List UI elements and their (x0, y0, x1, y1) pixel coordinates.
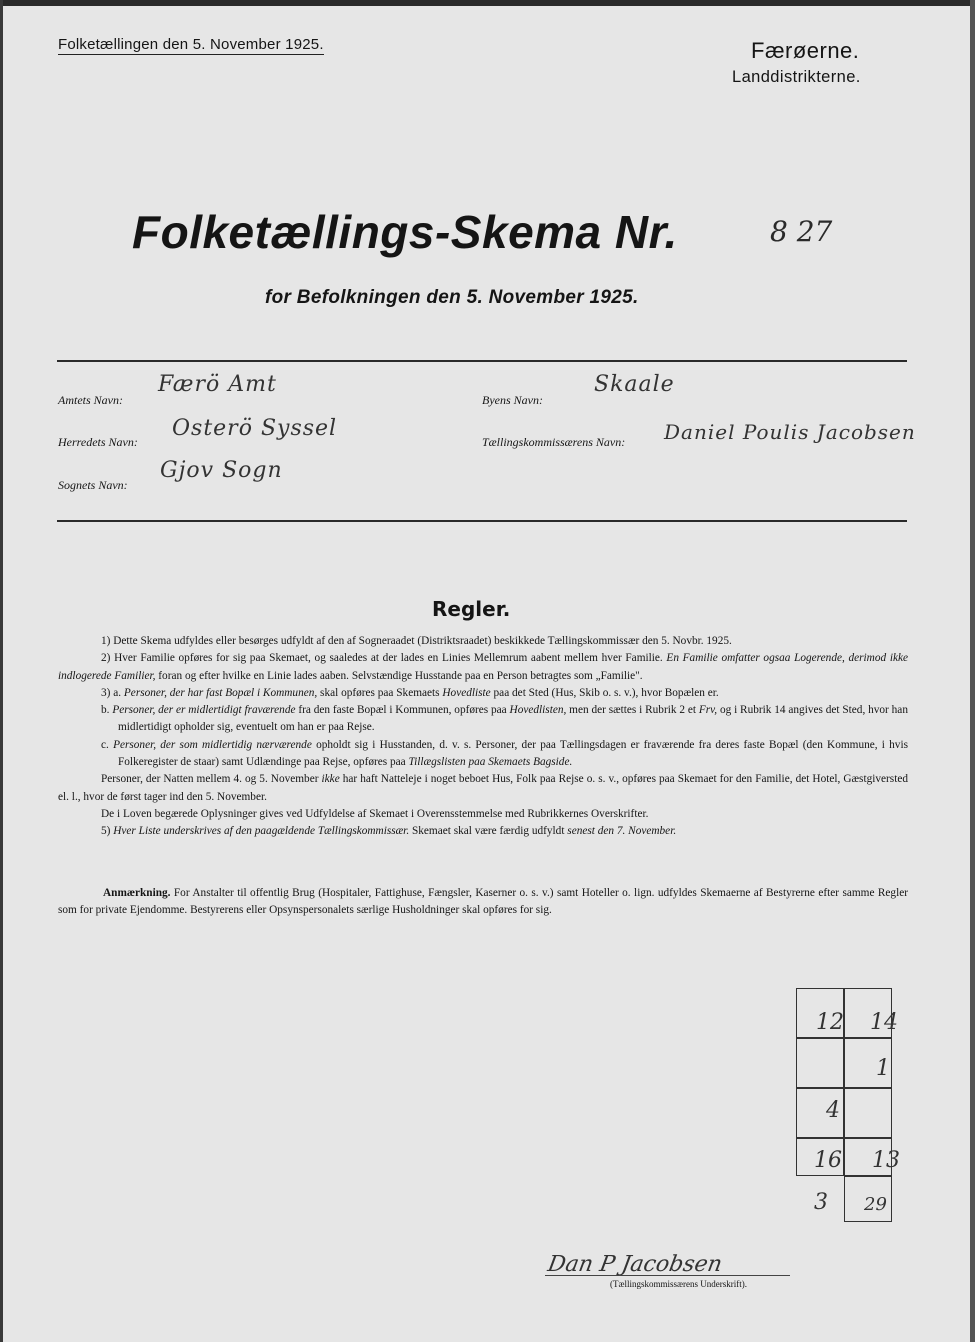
rule-3b: b. Personer, der er midlertidigt fraværende fra den faste Bopæl i Kommunen, opføres paa Hovedlisten, men der sættes i Rubrik 2 et Frv, og i Rubrik 14 angives det Sted, hvor han midlertidigt opholder sig, eventuelt om han er paa Rejse. (101, 704, 908, 734)
rule-3d: Personer, der Natten mellem 4. og 5. November ikke har haft Natteleje i noget beboet Hus, Folk paa Rejse o. s. v., opføres paa Skemaet for den Familie, det Hotel, Gæstgiversted el. l., hvor de først tager ind den 5. November. (58, 773, 909, 803)
note-paragraph (58, 885, 908, 920)
district-header: Landdistrikterne. (732, 68, 861, 86)
rule-2: 2) Hver Familie opføres for sig paa Skemaet, og saaledes at der lades en Linies Mellemrum aabent mellem hver Familie. En Familie omfatter ogsaa Logerende, derimod ikke indlogerede Familier, foran og efter hvilke en Linie lades aaben. Selvstændige Husstande paa en Person betragtes som „Familie". (58, 652, 908, 682)
rules-heading: Regler. (432, 597, 511, 621)
tally-r4-left: 16 (814, 1148, 842, 1173)
tally-r1-right: 14 (870, 1010, 898, 1035)
amt-label: Amtets Navn: (58, 393, 123, 407)
by-label: Byens Navn: (482, 393, 543, 407)
bottom-divider (57, 520, 907, 522)
form-number-handwritten: 8 27 (770, 215, 833, 248)
form-title: Folketællings-Skema Nr. (132, 206, 678, 258)
top-divider (57, 360, 907, 362)
sogn-value: Gjov Sogn (160, 458, 283, 483)
rule-5: 5) Hver Liste underskrives af den paagældende Tællingskommissær. Skemaet skal være færdig udfyldt senest den 7. November. (101, 825, 677, 838)
herred-label: Herredets Navn: (58, 435, 138, 449)
by-value: Skaale (594, 372, 675, 397)
form-subtitle: for Befolkningen den 5. November 1925. (265, 287, 639, 308)
tally-cell (844, 1088, 892, 1138)
rules-body (58, 633, 908, 841)
tally-r1-left: 12 (816, 1010, 844, 1035)
rule-1: 1) Dette Skema udfyldes eller besørges udfyldt af den af Sogneraadet (Distriktsraadet) beskikkede Tællingskommissær den 5. Novbr. 1925. (101, 635, 732, 647)
rule-4: De i Loven begærede Oplysninger gives ved Udfyldelse af Skemaet i Overensstemmelse med Rubrikkernes Overskrifter. (101, 807, 649, 820)
commissioner-signature: Dan P Jacobsen (545, 1252, 724, 1277)
tally-cell (796, 1038, 844, 1088)
tally-r5-right: 29 (864, 1194, 887, 1215)
region-header: Færøerne. (751, 38, 860, 63)
note-label: Anmærkning. (103, 887, 171, 899)
signature-line (545, 1275, 790, 1276)
amt-value: Færö Amt (158, 372, 277, 397)
signature-caption: (Tællingskommissærens Underskrift). (610, 1279, 747, 1289)
rule-3c: c. Personer, der som midlertidig nærværende opholdt sig i Husstanden, d. v. s. Personer, der paa Tællingsdagen er fraværende fra deres faste Bopæl (den Kommune, i hvis Folkeregister de staar) samt Udlændinge paa Rejse, opføres paa Tillægslisten paa Skemaets Bagside. (101, 738, 908, 769)
note-text: For Anstalter til offentlig Brug (Hospitaler, Fattighuse, Fængsler, Kaserner o. s. v.) samt Hoteller o. lign. udfyldes Skemaerne af Bestyrerne efter samme Regler som for private Ejendomme. Bestyrerens eller Opsynspersonalets særlige Husholdninger skal opføres for sig. (58, 887, 908, 917)
kommissaer-value: Daniel Poulis Jacobsen (664, 420, 916, 444)
rule-3a: 3) a. Personer, der har fast Bopæl i Kommunen, skal opføres paa Skemaets Hovedliste paa det Sted (Hus, Skib o. s. v.), hvor Bopælen er. (101, 686, 719, 699)
scan-edge-right (970, 0, 975, 1342)
scan-edge-top (0, 0, 975, 6)
tally-r2-right: 1 (876, 1056, 890, 1081)
census-date-header: Folketællingen den 5. November 1925. (58, 36, 324, 53)
sogn-label: Sognets Navn: (58, 478, 128, 492)
tally-r5-left: 3 (814, 1190, 828, 1215)
tally-r4-right: 13 (872, 1148, 900, 1173)
herred-value: Osterö Syssel (172, 416, 338, 441)
kommissaer-label: Tællingskommissærens Navn: (482, 435, 626, 449)
scan-edge-left (0, 0, 3, 1342)
tally-r3-left: 4 (826, 1098, 840, 1123)
